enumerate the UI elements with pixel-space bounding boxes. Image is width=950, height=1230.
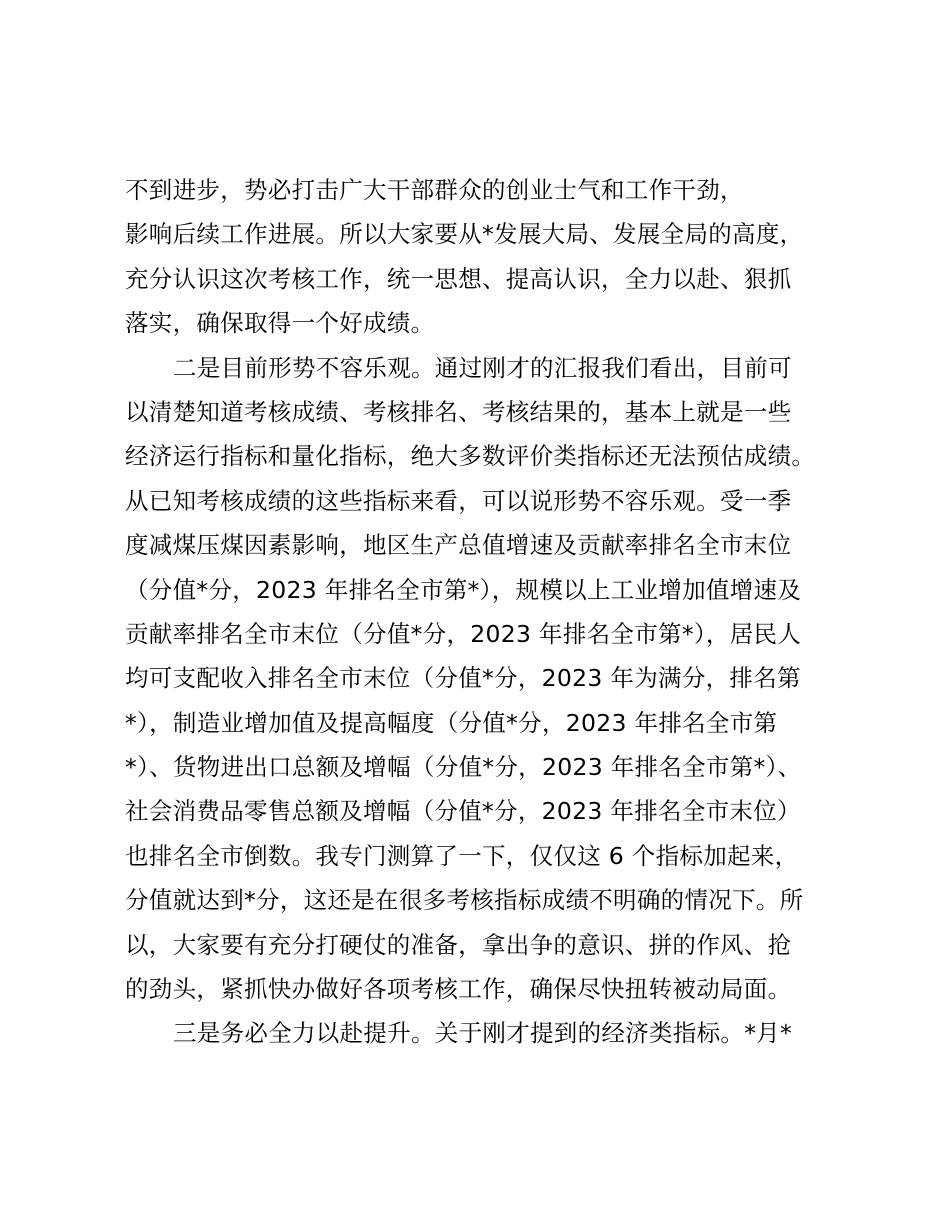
text-line: 的劲头，紧抓快办做好各项考核工作，确保尽快扭转被动局面。 [125, 975, 792, 1004]
text-line: 影响后续工作进展。所以大家要从*发展大局、发展全局的高度， [125, 220, 804, 249]
text-line: 经济运行指标和量化指标，绝大多数评价类指标还无法预估成绩。 [125, 442, 816, 471]
paragraph-start-line: 三是务必全力以赴提升。关于刚才提到的经济类指标。*月* [173, 1019, 793, 1048]
text-line: 以，大家要有充分打硬仗的准备，拿出争的意识、拼的作风、抢 [125, 930, 792, 959]
body-text [125, 168, 845, 1056]
text-line: 社会消费品零售总额及增幅（分值*分，2023 年排名全市末位） [125, 797, 801, 826]
text-line: *）、货物进出口总额及增幅（分值*分，2023 年排名全市第*）、 [125, 753, 802, 782]
text-line: 以清楚知道考核成绩、考核排名、考核结果的，基本上就是一些 [125, 397, 792, 426]
text-line: 也排名全市倒数。我专门测算了一下，仅仅这 6 个指标加起来， [125, 841, 799, 870]
text-line: 充分认识这次考核工作，统一思想、提高认识，全力以赴、狠抓 [125, 264, 792, 293]
text-line: （分值*分，2023 年排名全市第*），规模以上工业增加值增速及 [125, 575, 802, 604]
text-line: 落实，确保取得一个好成绩。 [125, 309, 435, 338]
text-line: 度减煤压煤因素影响，地区生产总值增速及贡献率排名全市末位 [125, 531, 792, 560]
text-line: 均可支配收入排名全市末位（分值*分，2023 年为满分，排名第 [125, 664, 801, 693]
text-line: 不到进步，势必打击广大干部群众的创业士气和工作干劲， [125, 176, 744, 204]
text-line: 从已知考核成绩的这些指标来看，可以说形势不容乐观。受一季 [125, 486, 792, 515]
text-line: 分值就达到*分，这还是在很多考核指标成绩不明确的情况下。所 [125, 886, 804, 915]
paragraph-start-line: 二是目前形势不容乐观。通过刚才的汇报我们看出，目前可 [173, 353, 792, 382]
text-line: *），制造业增加值及提高幅度（分值*分，2023 年排名全市第 [125, 708, 778, 737]
text-line: 贡献率排名全市末位（分值*分，2023 年排名全市第*），居民人 [125, 619, 802, 648]
